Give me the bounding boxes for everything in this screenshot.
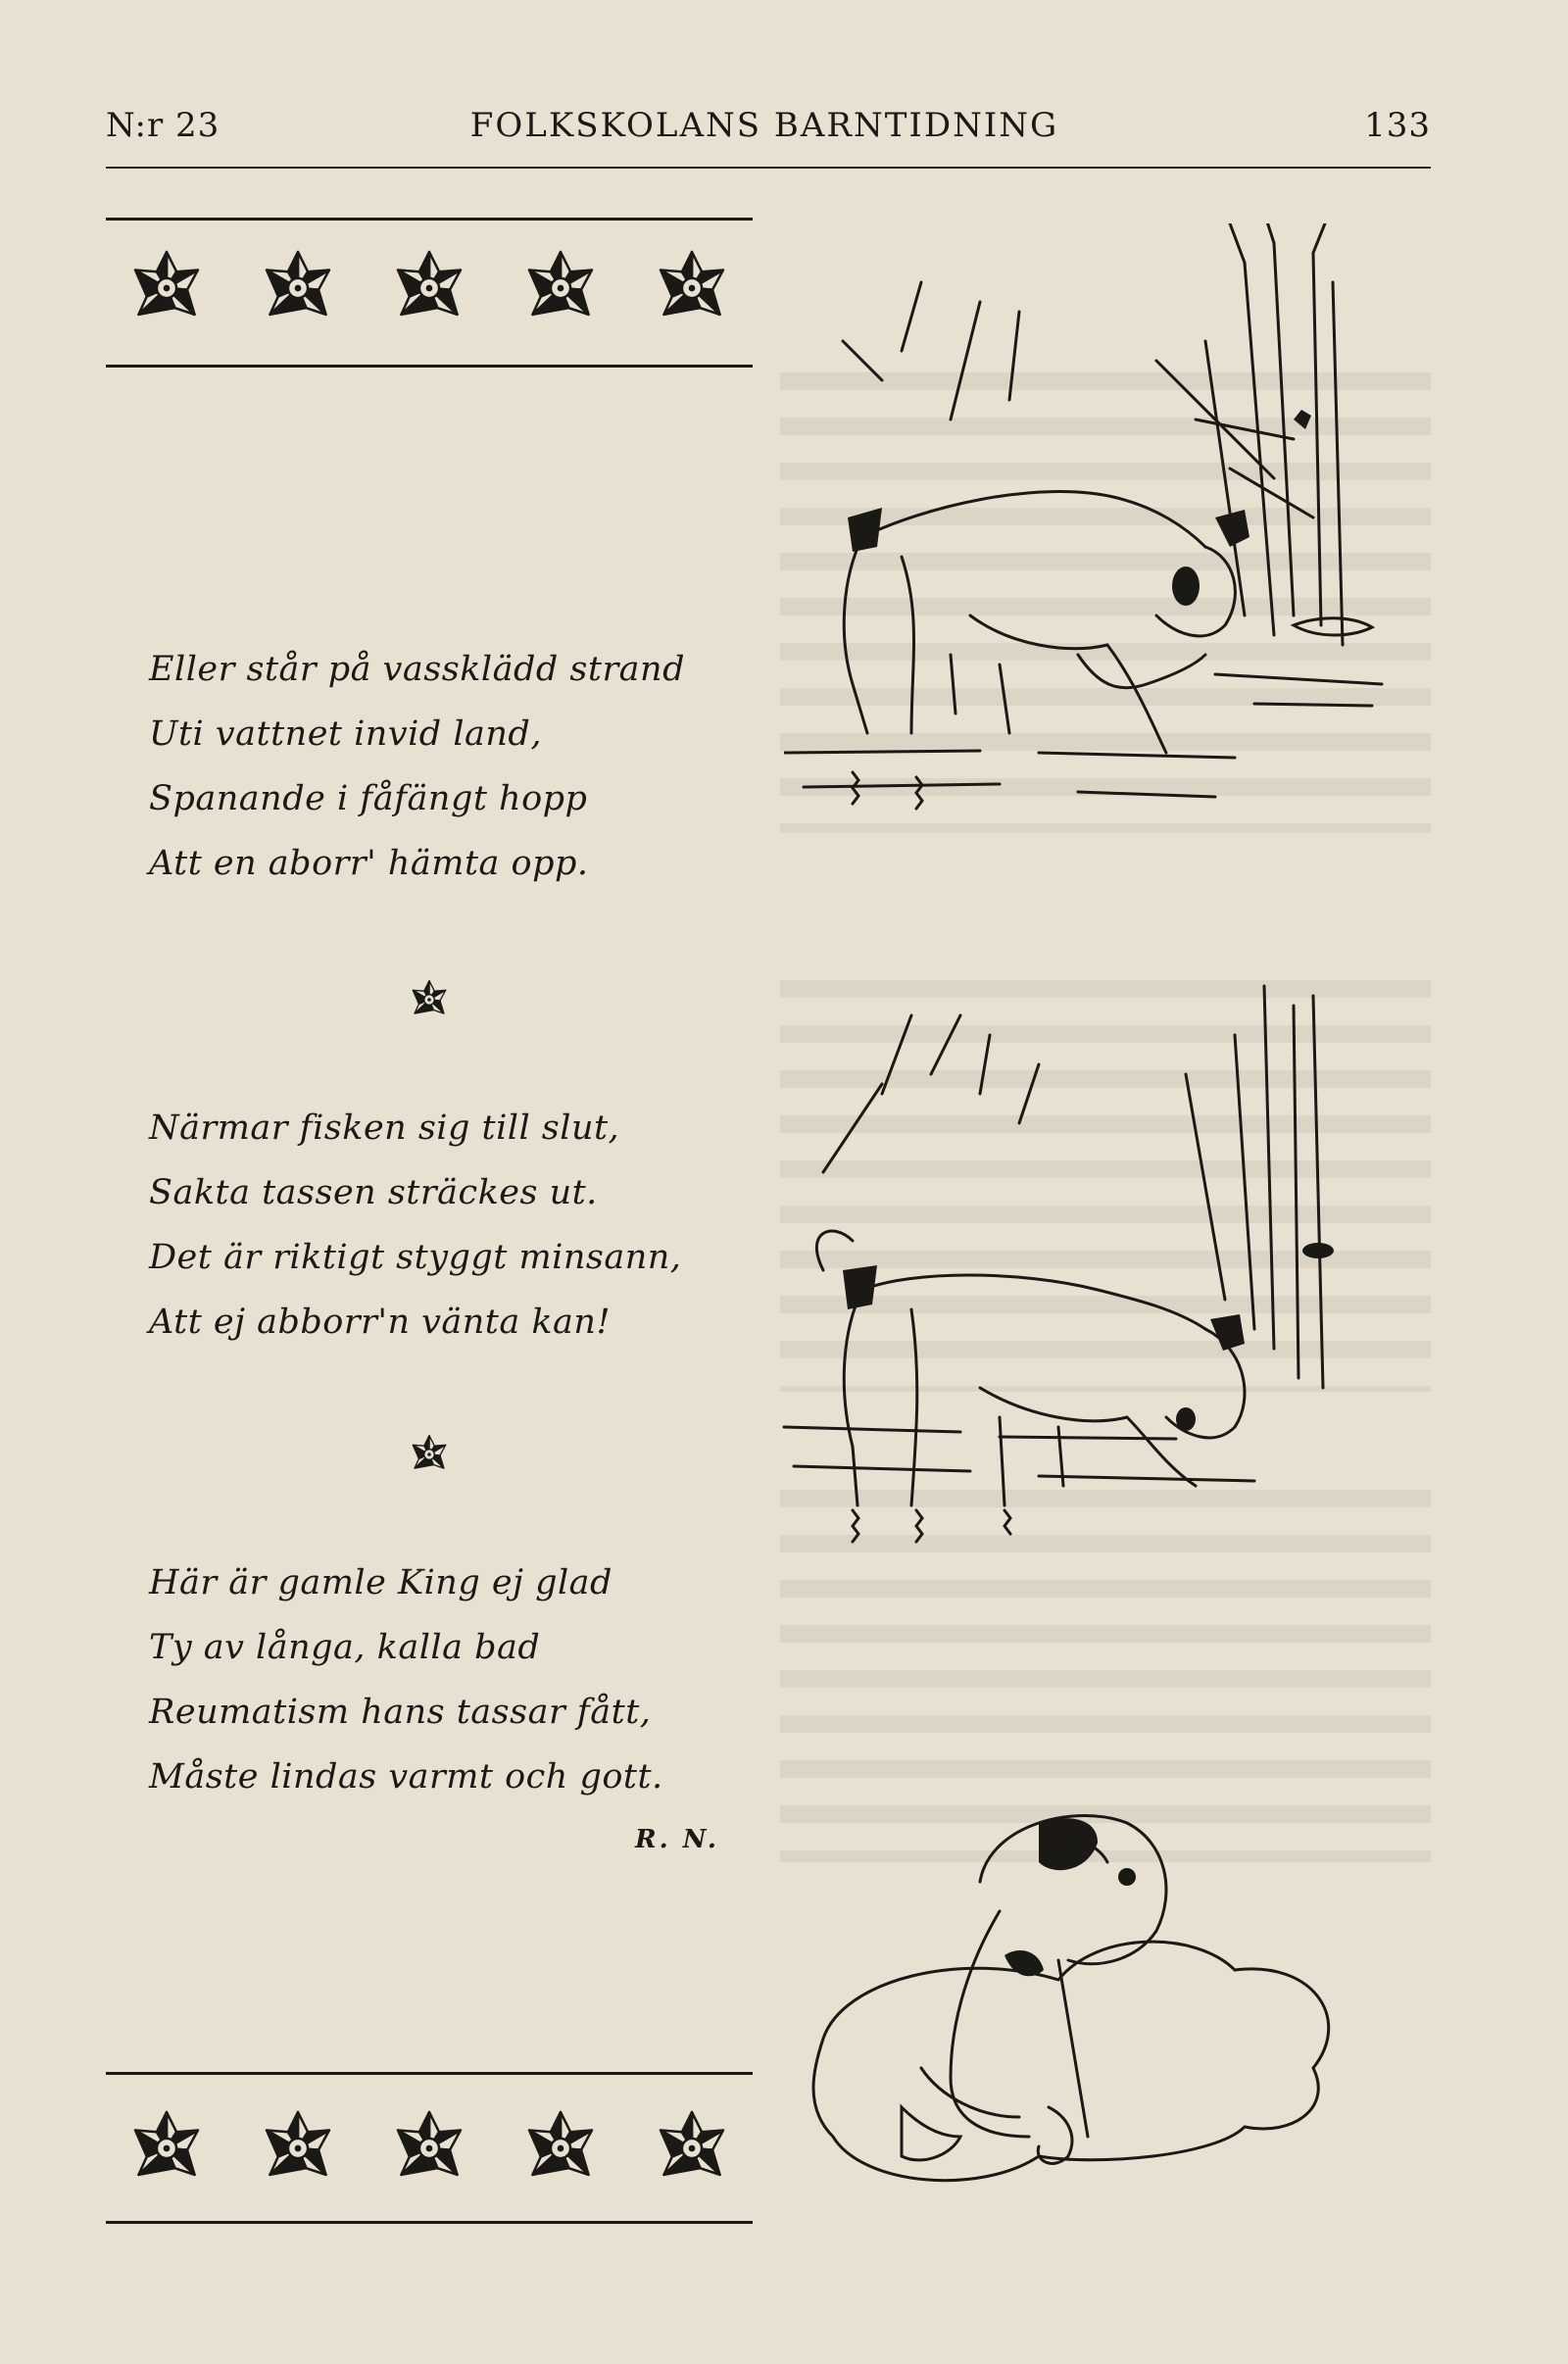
flower-row bbox=[125, 2107, 733, 2190]
bandaged-dog-illustration bbox=[804, 1784, 1352, 2244]
flower-icon bbox=[519, 2107, 602, 2190]
divider bbox=[106, 2221, 753, 2224]
verse-line: Reumatism hans tassar fått, bbox=[149, 1693, 652, 1732]
flower-icon bbox=[257, 247, 339, 329]
verse-line: Sakta tassen sträckes ut. bbox=[149, 1173, 598, 1212]
verse-line: Här är gamle King ej glad bbox=[149, 1563, 612, 1602]
divider bbox=[106, 218, 753, 221]
publication-title: FOLKSKOLANS BARNTIDNING bbox=[469, 106, 1059, 145]
flower-border-top bbox=[106, 216, 753, 372]
flower-icon bbox=[388, 2107, 470, 2190]
flower-icon bbox=[257, 2107, 339, 2190]
poem-stanza bbox=[149, 1551, 737, 1809]
verse-line: Eller står på vassklädd strand bbox=[149, 650, 685, 689]
flower-ornament-icon bbox=[408, 1433, 451, 1476]
divider bbox=[106, 365, 753, 368]
verse-line: Spanande i fåfängt hopp bbox=[149, 779, 588, 818]
flower-icon bbox=[125, 2107, 208, 2190]
issue-number: N:r 23 bbox=[106, 106, 220, 145]
verse-line: Att en aborr' hämta opp. bbox=[149, 844, 589, 883]
flower-icon bbox=[651, 2107, 733, 2190]
flower-icon bbox=[388, 247, 470, 329]
flower-icon bbox=[519, 247, 602, 329]
flower-row bbox=[125, 247, 733, 329]
dog-by-reeds-illustration bbox=[784, 223, 1431, 851]
flower-border-bottom bbox=[106, 2070, 753, 2227]
flower-icon bbox=[125, 247, 208, 329]
verse-line: Närmar fisken sig till slut, bbox=[149, 1108, 620, 1148]
header-rule bbox=[106, 167, 1431, 169]
flower-icon bbox=[651, 247, 733, 329]
verse-line: Att ej abborr'n vänta kan! bbox=[149, 1303, 612, 1342]
divider bbox=[106, 2072, 753, 2075]
verse-line: Det är riktigt styggt minsann, bbox=[149, 1238, 682, 1277]
verse-line: Uti vattnet invid land, bbox=[149, 714, 542, 754]
page-header bbox=[98, 96, 1431, 155]
author-signature: R. N. bbox=[635, 1825, 719, 1854]
poem-stanza bbox=[149, 637, 737, 896]
poem-stanza bbox=[149, 1096, 737, 1354]
verse-line: Måste lindas varmt och gott. bbox=[149, 1757, 663, 1797]
dog-pawing-water-illustration bbox=[764, 976, 1431, 1584]
page-number: 133 bbox=[1364, 106, 1431, 145]
verse-line: Ty av långa, kalla bad bbox=[149, 1628, 541, 1667]
flower-ornament-icon bbox=[408, 978, 451, 1021]
